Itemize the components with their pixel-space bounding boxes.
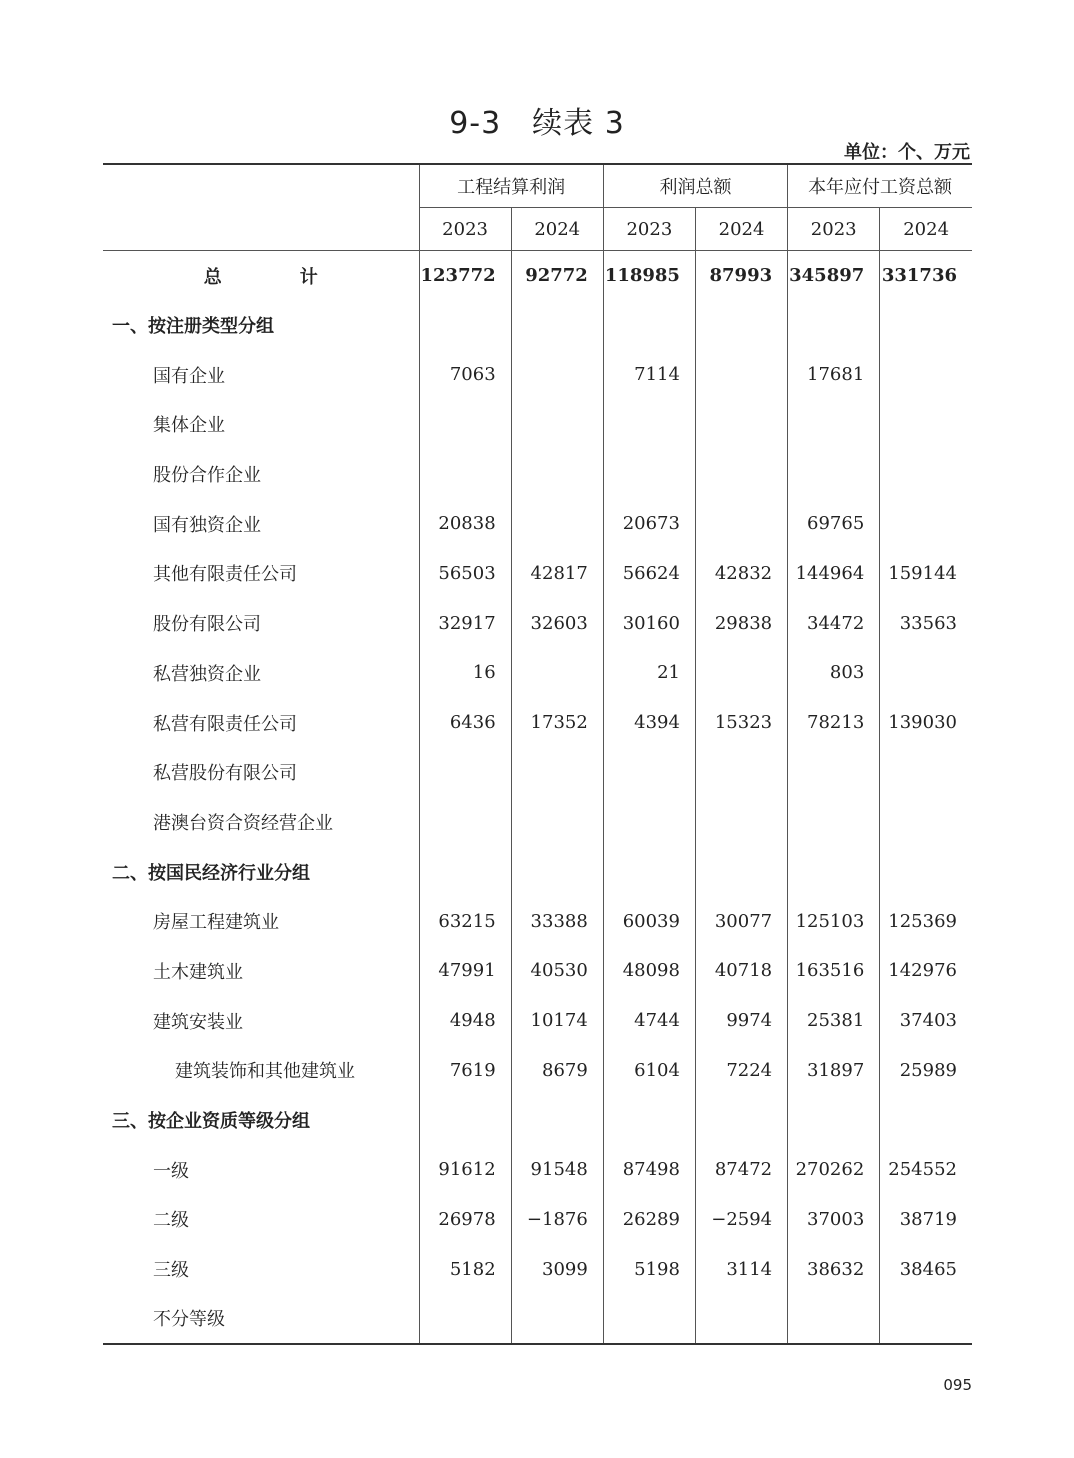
table-cell xyxy=(419,747,511,797)
table-cell xyxy=(603,400,695,450)
table-cell: 78213 xyxy=(788,698,880,748)
header-group: 工程结算利润 xyxy=(419,164,603,208)
table-cell xyxy=(880,1294,972,1344)
row-label: 私营有限责任公司 xyxy=(153,713,297,735)
table-cell xyxy=(419,797,511,847)
table-cell: 87993 xyxy=(695,251,787,301)
table-cell xyxy=(880,449,972,499)
page-title: 9-3 续表 3 xyxy=(449,106,625,141)
table-cell: 30160 xyxy=(603,598,695,648)
table-cell: 5198 xyxy=(603,1244,695,1294)
table-cell xyxy=(511,648,603,698)
table-cell: 118985 xyxy=(603,251,695,301)
header-year: 2024 xyxy=(511,208,603,251)
header-group-row xyxy=(103,164,972,208)
row-label: 港澳台资合资经营企业 xyxy=(153,812,333,834)
table-cell: 163516 xyxy=(788,946,880,996)
table-cell: 4948 xyxy=(419,996,511,1046)
table-row xyxy=(103,896,972,946)
table-cell: 87498 xyxy=(603,1145,695,1195)
row-label: 土木建筑业 xyxy=(153,961,243,983)
table-cell xyxy=(603,847,695,897)
row-label: 二级 xyxy=(153,1210,189,1232)
table-cell xyxy=(603,449,695,499)
table-cell: 10174 xyxy=(511,996,603,1046)
table-cell: 40718 xyxy=(695,946,787,996)
table-cell xyxy=(880,747,972,797)
table-cell xyxy=(603,1294,695,1344)
table-cell xyxy=(695,350,787,400)
table-cell: 3099 xyxy=(511,1244,603,1294)
table-row xyxy=(103,747,972,797)
table-row xyxy=(103,300,972,350)
table-cell: 3114 xyxy=(695,1244,787,1294)
row-label: 集体企业 xyxy=(153,415,225,437)
table-cell xyxy=(603,300,695,350)
row-label: 建筑安装业 xyxy=(153,1011,243,1033)
table-cell xyxy=(511,1294,603,1344)
table-cell: 4744 xyxy=(603,996,695,1046)
table-cell xyxy=(788,1294,880,1344)
table-cell: 17681 xyxy=(788,350,880,400)
table-cell: 33388 xyxy=(511,896,603,946)
table-cell: 7114 xyxy=(603,350,695,400)
header-blank xyxy=(103,164,419,251)
table-cell: 60039 xyxy=(603,896,695,946)
table-cell xyxy=(419,1095,511,1145)
table-cell xyxy=(603,1095,695,1145)
table-cell: 42817 xyxy=(511,549,603,599)
table-cell: 16 xyxy=(419,648,511,698)
table-row xyxy=(103,648,972,698)
table-cell xyxy=(511,1095,603,1145)
header-year: 2023 xyxy=(419,208,511,251)
table-cell: 7063 xyxy=(419,350,511,400)
table-cell xyxy=(419,1294,511,1344)
page-number: 095 xyxy=(943,1376,972,1394)
table-cell xyxy=(695,300,787,350)
table-cell: 40530 xyxy=(511,946,603,996)
table-cell: 37003 xyxy=(788,1195,880,1245)
table-cell xyxy=(788,400,880,450)
table-cell: 37403 xyxy=(880,996,972,1046)
row-label: 一、按注册类型分组 xyxy=(112,316,274,338)
table-cell: 4394 xyxy=(603,698,695,748)
table-cell: 63215 xyxy=(419,896,511,946)
table-row xyxy=(103,1244,972,1294)
table-cell xyxy=(695,797,787,847)
table-cell xyxy=(880,797,972,847)
header-year: 2023 xyxy=(788,208,880,251)
table-row xyxy=(103,1294,972,1344)
table-cell: 15323 xyxy=(695,698,787,748)
table-cell xyxy=(695,1294,787,1344)
row-label: 总 计 xyxy=(203,266,348,288)
header-group: 利润总额 xyxy=(603,164,787,208)
table-row xyxy=(103,698,972,748)
table-cell xyxy=(880,300,972,350)
table-cell: 25381 xyxy=(788,996,880,1046)
row-label: 私营股份有限公司 xyxy=(153,763,297,785)
table-cell: 7619 xyxy=(419,1046,511,1096)
table-cell xyxy=(695,499,787,549)
table-cell: 159144 xyxy=(880,549,972,599)
table-cell: 42832 xyxy=(695,549,787,599)
table-cell: 331736 xyxy=(880,251,972,301)
table-cell xyxy=(419,449,511,499)
table-cell xyxy=(788,1095,880,1145)
table-cell: 32917 xyxy=(419,598,511,648)
table-cell xyxy=(511,350,603,400)
table-cell: 125369 xyxy=(880,896,972,946)
table-row xyxy=(103,598,972,648)
table-cell: 123772 xyxy=(419,251,511,301)
table-cell xyxy=(603,797,695,847)
table-cell: 29838 xyxy=(695,598,787,648)
table-cell: 38719 xyxy=(880,1195,972,1245)
table-row xyxy=(103,847,972,897)
row-label: 国有独资企业 xyxy=(153,514,261,536)
table-cell: 34472 xyxy=(788,598,880,648)
table-row xyxy=(103,1195,972,1245)
table-row xyxy=(103,996,972,1046)
table-cell xyxy=(880,847,972,897)
table-cell xyxy=(788,797,880,847)
table-cell: 20673 xyxy=(603,499,695,549)
header-year: 2024 xyxy=(880,208,972,251)
table-cell: 48098 xyxy=(603,946,695,996)
table-cell: 91612 xyxy=(419,1145,511,1195)
table-cell: 142976 xyxy=(880,946,972,996)
table-row xyxy=(103,251,972,301)
table-row xyxy=(103,499,972,549)
row-label: 股份合作企业 xyxy=(153,465,261,487)
table-cell xyxy=(788,449,880,499)
table-cell: 20838 xyxy=(419,499,511,549)
row-label: 房屋工程建筑业 xyxy=(153,912,279,934)
row-label: 一级 xyxy=(153,1160,189,1182)
table-cell xyxy=(511,300,603,350)
table-cell xyxy=(419,300,511,350)
table-cell: 56624 xyxy=(603,549,695,599)
table-cell xyxy=(788,747,880,797)
table-cell xyxy=(511,499,603,549)
table-cell xyxy=(419,847,511,897)
table-cell xyxy=(695,400,787,450)
data-table xyxy=(103,163,972,1345)
table-cell xyxy=(880,1095,972,1145)
header-group: 本年应付工资总额 xyxy=(788,164,972,208)
table-cell: 87472 xyxy=(695,1145,787,1195)
table-cell: 91548 xyxy=(511,1145,603,1195)
table-cell: 38465 xyxy=(880,1244,972,1294)
table-cell: 6436 xyxy=(419,698,511,748)
row-label: 私营独资企业 xyxy=(153,663,261,685)
table-cell: 125103 xyxy=(788,896,880,946)
table-cell: 21 xyxy=(603,648,695,698)
table-cell: 32603 xyxy=(511,598,603,648)
table-cell xyxy=(788,300,880,350)
table-cell xyxy=(511,747,603,797)
table-cell xyxy=(880,350,972,400)
table-row xyxy=(103,1095,972,1145)
table-cell: 345897 xyxy=(788,251,880,301)
table-cell: 25989 xyxy=(880,1046,972,1096)
table-cell: 270262 xyxy=(788,1145,880,1195)
table-row xyxy=(103,946,972,996)
table-cell xyxy=(880,648,972,698)
table-cell: 26289 xyxy=(603,1195,695,1245)
table-cell xyxy=(880,400,972,450)
table-row xyxy=(103,449,972,499)
table-cell xyxy=(511,847,603,897)
table-cell xyxy=(603,747,695,797)
table-cell xyxy=(511,449,603,499)
table-cell: 69765 xyxy=(788,499,880,549)
table-cell: 144964 xyxy=(788,549,880,599)
table-row xyxy=(103,350,972,400)
row-label: 不分等级 xyxy=(103,1294,419,1344)
row-label: 三级 xyxy=(153,1260,189,1282)
table-cell xyxy=(695,648,787,698)
table-cell: −2594 xyxy=(695,1195,787,1245)
row-label: 三、按企业资质等级分组 xyxy=(112,1111,310,1133)
table-cell xyxy=(511,400,603,450)
table-cell: 254552 xyxy=(880,1145,972,1195)
table-cell xyxy=(695,747,787,797)
table-cell: 139030 xyxy=(880,698,972,748)
row-label: 股份有限公司 xyxy=(153,614,261,636)
table-cell: 47991 xyxy=(419,946,511,996)
row-label: 二、按国民经济行业分组 xyxy=(112,862,310,884)
unit-label: 单位：个、万元 xyxy=(844,142,970,163)
table-cell xyxy=(419,400,511,450)
table-cell: −1876 xyxy=(511,1195,603,1245)
table-cell xyxy=(880,499,972,549)
table-cell: 8679 xyxy=(511,1046,603,1096)
table-cell: 30077 xyxy=(695,896,787,946)
table-cell: 38632 xyxy=(788,1244,880,1294)
table-row xyxy=(103,797,972,847)
row-label: 国有企业 xyxy=(153,365,225,387)
header-year: 2024 xyxy=(695,208,787,251)
table-row xyxy=(103,549,972,599)
table-cell: 7224 xyxy=(695,1046,787,1096)
table-cell: 17352 xyxy=(511,698,603,748)
header-year: 2023 xyxy=(603,208,695,251)
table-cell: 92772 xyxy=(511,251,603,301)
row-label: 其他有限责任公司 xyxy=(153,564,297,586)
table-cell xyxy=(695,449,787,499)
row-label: 建筑装饰和其他建筑业 xyxy=(175,1061,355,1083)
table-cell xyxy=(695,847,787,897)
table-cell: 31897 xyxy=(788,1046,880,1096)
table-cell: 56503 xyxy=(419,549,511,599)
table-cell: 803 xyxy=(788,648,880,698)
table-row xyxy=(103,1145,972,1195)
table-cell xyxy=(788,847,880,897)
table-cell xyxy=(511,797,603,847)
table-row xyxy=(103,400,972,450)
table-cell: 6104 xyxy=(603,1046,695,1096)
table-cell: 5182 xyxy=(419,1244,511,1294)
table-cell xyxy=(695,1095,787,1145)
table-cell: 33563 xyxy=(880,598,972,648)
table-row xyxy=(103,1046,972,1096)
table-cell: 9974 xyxy=(695,996,787,1046)
table-cell: 26978 xyxy=(419,1195,511,1245)
